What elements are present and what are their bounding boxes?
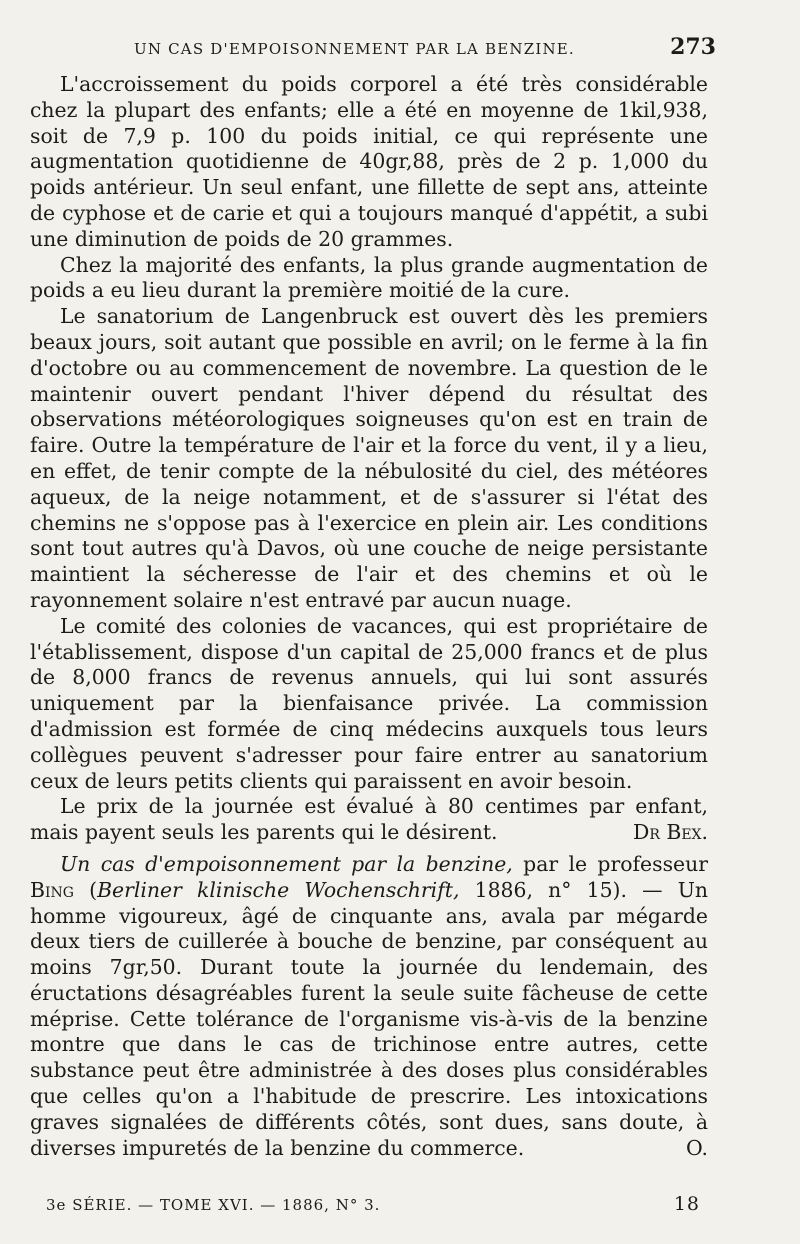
article-source: Berliner klinische Wochenschrift, — [97, 877, 460, 902]
article-source-open: ( — [73, 877, 98, 902]
article-source-ref: 1886, n° 15). — — [459, 877, 678, 902]
body-text — [30, 72, 708, 1161]
article-by: par le professeur — [512, 851, 708, 876]
paragraph: Le prix de la journée est évalué à 80 centimes par enfant, mais payent seuls les parents qui le désirent. — [30, 794, 708, 845]
article-author: Bing — [30, 877, 74, 902]
paragraph: Le sanatorium de Langenbruck est ouvert dès les premiers beaux jours, soit autant que possible en avril; on le ferme à la fin d'octobre ou au commencement de novembre. La question de le maintenir ouvert pendant l'hiver dépend du résultat des observations météorologiques soigneuses qu'on est en train de faire. Outre la température de l'air et la force du vent, il y a lieu, en effet, de tenir compte de la nébulosité du ciel, des météores aqueux, de la neige notamment, et de s'assurer si l'état des chemins ne s'oppose pas à l'exercice en plein air. Les conditions sont tout autres qu'à Davos, où une couche de neige persistante maintient la sécheresse de l'air et des chemins et où le rayonnement solaire n'est entravé par aucun nuage. — [30, 304, 708, 612]
article-text: Un homme vigoureux, âgé de cinquante ans, avala par mégarde deux tiers de cuillerée à bouche de benzine, par conséquent au moins 7gr,50. Durant toute la journée du lendemain, des éructations désagréables furent la seule suite fâcheuse de cette méprise. Cette tolérance de l'organisme vis-à-vis de la benzine montre que dans le cas de trichinose entre autres, cette substance peut être administrée à des doses plus considérables que celles qu'on a l'habitude de prescrire. Les intoxications graves signalées de différents côtés, sont dues, sans doute, à diverses impuretés de la benzine du commerce. — [30, 877, 709, 1160]
article-paragraph — [30, 852, 708, 1162]
paragraph: L'accroissement du poids corporel a été très considérable chez la plupart des enfants; elle a été en moyenne de 1kil,938, soit de 7,9 p. 100 du poids initial, ce qui représente une augmentation quotidienne de 40gr,88, près de 2 p. 1,000 du poids antérieur. Un seul enfant, une fillette de sept ans, atteinte de cyphose et de carie et qui a toujours manqué d'appétit, a subi une diminution de poids de 20 grammes. — [30, 72, 708, 251]
running-head — [30, 34, 716, 64]
running-title: UN CAS D'EMPOISONNEMENT PAR LA BENZINE. — [134, 40, 575, 58]
paragraph: Chez la majorité des enfants, la plus grande augmentation de poids a eu lieu durant la première moitié de la cure. — [30, 252, 708, 303]
page-number: 273 — [670, 34, 716, 60]
paragraph: Le comité des colonies de vacances, qui est propriétaire de l'établissement, dispose d'un capital de 25,000 francs et de plus de 8,000 francs de revenus annuels, qui lui sont assurés uniquement par la bienfaisance privée. La commission d'admission est formée de cinq médecins auxquels tous leurs collègues peuvent s'adresser pour faire entrer au sanatorium ceux de leurs petits clients qui paraissent en avoir besoin. — [30, 613, 708, 793]
article-title: Un cas d'empoisonnement par la benzine, — [60, 851, 513, 876]
series-info: 3e SÉRIE. — TOME XVI. — 1886, N° 3. — [46, 1196, 381, 1214]
author-signature: Dr Bex. — [632, 820, 708, 845]
signature-mark: 18 — [673, 1193, 700, 1215]
article-signature: O. — [685, 1135, 708, 1160]
paragraph-with-signature — [30, 794, 708, 846]
